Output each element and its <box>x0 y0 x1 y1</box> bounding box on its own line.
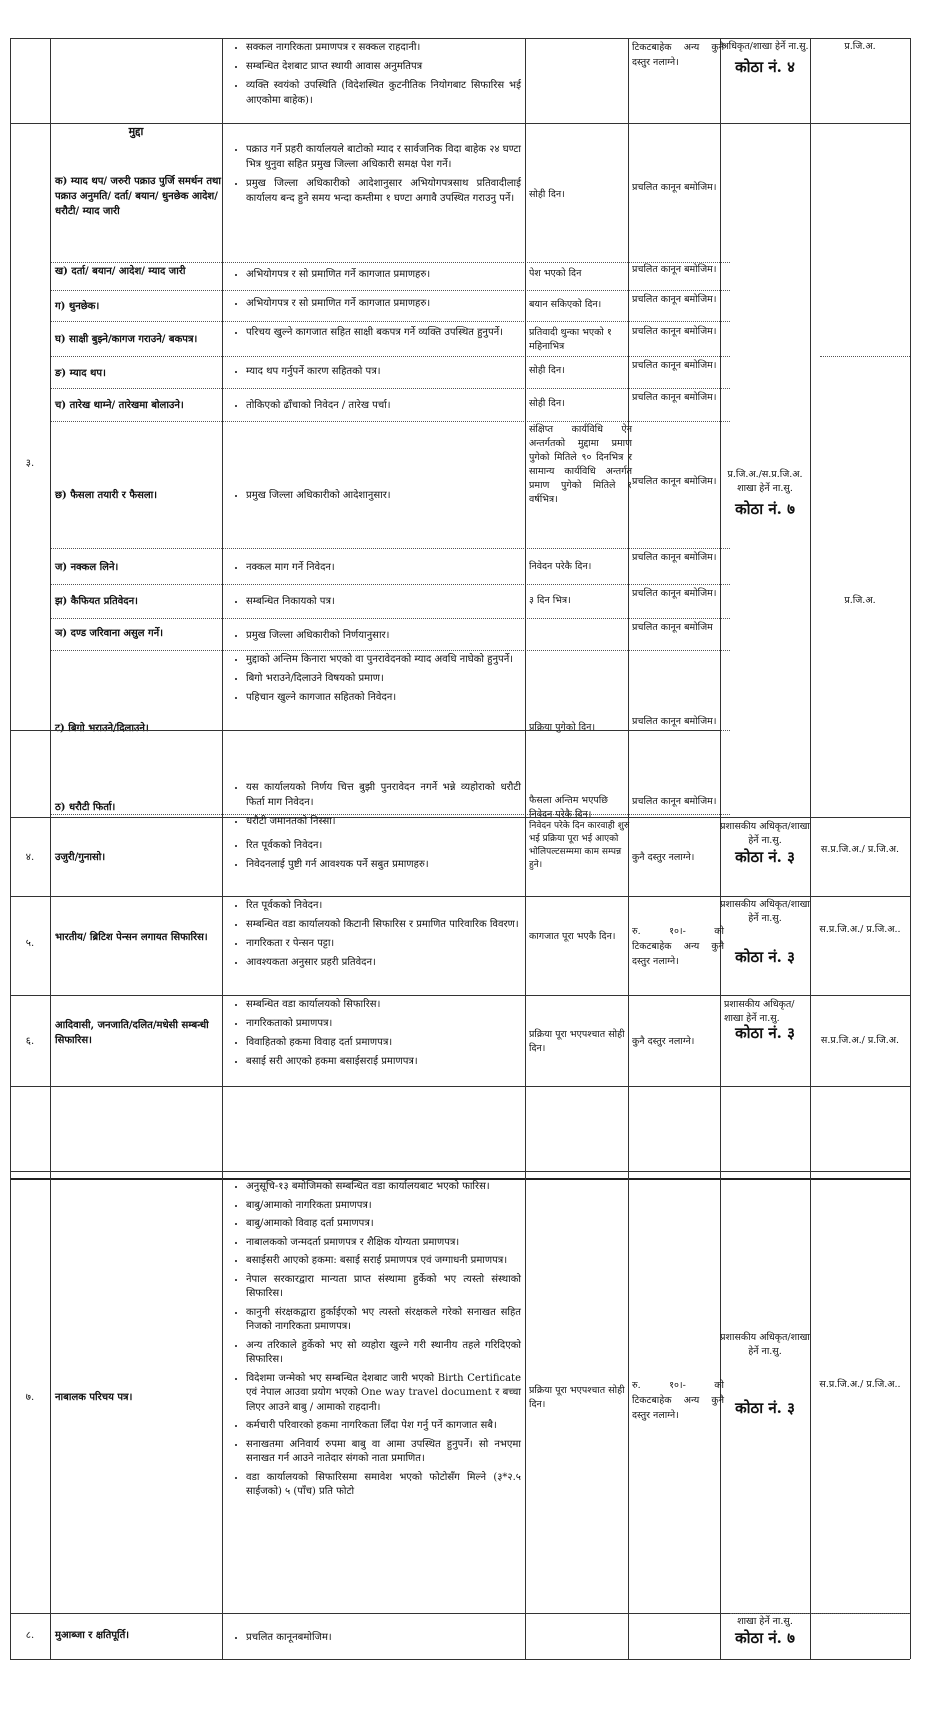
doc-item: • पहिचान खुल्ने कागजात सहितको निवेदन। <box>246 690 521 705</box>
doc-item: • बसाई सरी आएको हकमा बसाईसराई प्रमाणपत्र। <box>246 1054 521 1069</box>
doc-item: • विवाहितको हकमा विवाह दर्ता प्रमाणपत्र। <box>246 1035 521 1050</box>
room-number: कोठा नं. ३ <box>735 848 795 864</box>
row-6-fee: कुनै दस्तुर नलाग्ने। <box>632 1036 695 1047</box>
doc-item: • नेपाल सरकारद्वारा मान्यता प्राप्त संस्थामा हुर्केको भए त्यस्तो संस्थाको सिफारिस। <box>246 1273 521 1302</box>
sub-time-ga: बयान सकिएको दिन। <box>529 299 602 310</box>
row-8-office <box>720 1615 810 1645</box>
doc-item: • प्रचलित कानूनबमोजिम। <box>246 1630 521 1645</box>
doc-item: • बिगो भराउने/दिलाउने विषयको प्रमाण। <box>246 671 521 686</box>
doc-item: • नाबालकको जन्मदर्ता प्रमाणपत्र र शैक्षिक योग्यता प्रमाणपत्र। <box>246 1236 521 1251</box>
sub-title-ta: ट) बिगो भराउने/दिलाउने। <box>55 723 149 734</box>
sub-docs-ka <box>222 142 525 210</box>
row-3-office <box>720 468 810 516</box>
row-3-sn: ३. <box>25 458 35 469</box>
doc-item: • नागरिकताको प्रमाणपत्र। <box>246 1016 521 1031</box>
office-label: प्रशासकीय अधिकृत/शाखा हेर्ने ना.सु. <box>720 821 810 846</box>
row-top-fee: टिकटबाहेक अन्य कुनै दस्तुर नलाग्ने। <box>632 42 724 68</box>
fee-suffix: को <box>714 926 724 937</box>
doc-item: • बसाईसरी आएको हकमा: बसाई सराई प्रमाणपत्र एवं जग्गाधनी प्रमाणपत्र। <box>246 1254 521 1269</box>
row-5-fee <box>628 924 728 969</box>
sub-docs-kha <box>222 267 525 286</box>
fee-currency: रु. <box>632 1380 641 1391</box>
room-number: कोठा नं. ३ <box>735 1024 795 1040</box>
doc-item: • सम्बन्धित निकायको पत्र। <box>246 594 521 609</box>
sub-fee-ja: प्रचलित कानून बमोजिम। <box>632 552 717 563</box>
doc-item: • बाबु/आमाको विवाह दर्ता प्रमाणपत्र। <box>246 1217 521 1232</box>
sub-time-nga: सोही दिन। <box>529 365 565 376</box>
fee-text: टिकटबाहेक अन्य कुनै दस्तुर नलाग्ने। <box>632 1395 724 1421</box>
office-label: अधिकृत/शाखा हेर्ने ना.सु. <box>721 41 809 52</box>
doc-item: • प्रमुख जिल्ला अधिकारीको निर्णयानुसार। <box>246 628 521 643</box>
doc-item: • प्रमुख जिल्ला अधिकारीको आदेशानुसार। <box>246 488 521 503</box>
row-3-authority: प्र.जि.अ. <box>844 595 876 606</box>
sub-title-tha: ठ) धरौटी फिर्ता। <box>55 802 116 813</box>
row-5-office <box>720 898 810 964</box>
sub-title-nga: ङ) म्याद थप। <box>55 368 106 379</box>
sub-fee-yna: प्रचलित कानून बमोजिम <box>632 622 713 633</box>
row-7-title: नाबालक परिचय पत्र। <box>55 1392 133 1403</box>
doc-item: • सम्बन्धित देशबाट प्राप्त स्थायी आवास अनुमतिपत्र <box>246 59 521 74</box>
doc-item: • नक्कल माग गर्ने निवेदन। <box>246 560 521 575</box>
sub-time-cha: सोही दिन। <box>529 398 565 409</box>
row-5-time: कागजात पूरा भएकै दिन। <box>529 931 616 942</box>
doc-item: • निवेदनलाई पुष्टी गर्न आवश्यक पर्ने सबुत प्रमाणहरु। <box>246 857 521 872</box>
sub-docs-ta <box>222 652 525 709</box>
doc-item: • नागरिकता र पेन्सन पट्टा। <box>246 936 521 951</box>
sub-docs-tha <box>222 780 525 833</box>
sub-fee-ta: प्रचलित कानून बमोजिम। <box>632 716 717 727</box>
sub-fee-tha: प्रचलित कानून बमोजिम। <box>632 796 717 807</box>
row-3-heading: मुद्दा <box>128 125 144 138</box>
doc-item: • कर्मचारी परिवारको हकमा नागरिकता लिँदा पेश गर्नु पर्ने कागजात सबै। <box>246 1419 521 1434</box>
doc-item: • यस कार्यालयको निर्णय चित्त बुझी पुनरावेदन नगर्ने भन्ने व्यहोराको धरौटी फिर्ता माग निवेदन। <box>246 780 521 810</box>
office-label: प्रशासकीय अधिकृत/शाखा हेर्ने ना.सु. <box>720 899 810 924</box>
row-5-authority: स.प्र.जि.अ./ प्र.जि.अ.. <box>819 924 901 935</box>
row-6-office <box>720 998 810 1040</box>
sub-docs-chha <box>222 488 525 507</box>
fee-amount: १०।- <box>669 926 686 937</box>
room-number: कोठा नं. ३ <box>735 948 795 964</box>
row-top-authority: प्र.जि.अ. <box>844 41 876 52</box>
room-number: कोठा नं. ४ <box>735 58 795 74</box>
sub-docs-gha <box>222 325 525 344</box>
sub-docs-jha <box>222 594 525 613</box>
sub-fee-chha: प्रचलित कानून बमोजिम। <box>632 476 717 487</box>
sub-fee-cha: प्रचलित कानून बमोजिम। <box>632 392 717 403</box>
sub-time-gha: प्रतिवादी थुन्का भएको १ महिनाभित्र <box>529 327 612 352</box>
row-7-time: प्रक्रिया पूरा भएपश्चात सोही दिन। <box>529 1385 625 1410</box>
row-top-office <box>720 40 810 74</box>
doc-item: • म्याद थप गर्नुपर्ने कारण सहितको पत्र। <box>246 364 521 379</box>
doc-item: • अभियोगपत्र र सो प्रमाणित गर्ने कागजात प्रमाणहरु। <box>246 267 521 282</box>
sub-title-chha: छ) फैसला तयारी र फैसला। <box>55 490 157 501</box>
row-top-docs <box>222 40 525 112</box>
doc-item: • बाबु/आमाको नागरिकता प्रमाणपत्र। <box>246 1199 521 1214</box>
row-8-docs <box>222 1630 525 1649</box>
office-label: प्र.जि.अ./स.प्र.जि.अ. शाखा हेर्ने ना.सु. <box>727 469 803 494</box>
doc-item: • सक्कल नागरिकता प्रमाणपत्र र सक्कल राहदानी। <box>246 40 521 55</box>
room-number: कोठा नं. ७ <box>735 1629 795 1645</box>
office-label: प्रशासकीय अधिकृत/शाखा हेर्ने ना.सु. <box>724 999 795 1024</box>
sub-fee-gha: प्रचलित कानून बमोजिम। <box>632 326 717 337</box>
row-7-fee <box>628 1378 728 1423</box>
doc-item: • धरौटी जमानतको निस्सा। <box>246 814 521 829</box>
row-5-docs <box>222 898 525 974</box>
office-label: शाखा हेर्ने ना.सु. <box>737 1616 793 1627</box>
sub-docs-nga <box>222 364 525 383</box>
row-6-docs <box>222 997 525 1073</box>
row-5-sn: ५. <box>25 938 35 949</box>
row-4-authority: स.प्र.जि.अ./ प्र.जि.अ. <box>820 844 900 855</box>
row-5-title: भारतीय/ ब्रिटिश पेन्सन लगायत सिफारिस। <box>55 932 208 943</box>
row-7-office <box>720 1331 810 1415</box>
sub-time-chha: संक्षिप्त कार्यविधि ऐन अन्तर्गतको मुद्दामा प्रमाण पुगेको मितिले ९० दिनभित्र र सामान्य कार्यविधि अन्तर्गत प्रमाण पुगेको मितिले १ वर्षभित्र। <box>529 424 632 505</box>
doc-item: • मुद्दाको अन्तिम किनारा भएको वा पुनरावेदनको म्याद अवधि नाघेको हुनुपर्ने। <box>246 652 521 667</box>
doc-item: • सम्बन्धित वडा कार्यालयको सिफारिस। <box>246 997 521 1012</box>
row-4-sn: ४. <box>25 852 35 863</box>
doc-item: • परिचय खुल्ने कागजात सहित साक्षी बकपत्र गर्ने व्यक्ति उपस्थित हुनुपर्ने। <box>246 325 521 340</box>
row-8-sn: ८. <box>25 1630 35 1641</box>
sub-title-gha: घ) साक्षी बुझ्ने/कागज गराउने/ बकपत्र। <box>55 334 198 345</box>
office-label: प्रशासकीय अधिकृत/शाखा हेर्ने ना.सु. <box>720 1332 810 1357</box>
row-6-authority: स.प्र.जि.अ./ प्र.जि.अ. <box>820 1035 900 1046</box>
doc-item: • सनाखतमा अनिवार्य रुपमा बाबु वा आमा उपस्थित हुनुपर्ने। सो नभएमा सनाखत गर्न आउने नातेदार संगको नाता प्रमाणित। <box>246 1438 521 1467</box>
sub-title-ja: ज) नक्कल लिने। <box>55 562 119 573</box>
sub-fee-ka: प्रचलित कानून बमोजिम। <box>632 182 717 193</box>
room-number: कोठा नं. ३ <box>735 1399 795 1415</box>
sub-title-ka: क) म्याद थप/ जरुरी पक्राउ पुर्जि समर्थन तथा पक्राउ अनुमति/ दर्ता/ बयान/ धुनछेक आदेश/ धरौटी/ म्याद जारी <box>55 176 222 217</box>
row-8-title: मुआब्जा र क्षतिपूर्ति। <box>55 1630 130 1641</box>
sub-docs-yna <box>222 628 525 647</box>
fee-currency: रु. <box>632 926 641 937</box>
sub-docs-ja <box>222 560 525 579</box>
doc-item: • रित पूर्वकको निवेदन। <box>246 898 521 913</box>
sub-fee-ga: प्रचलित कानून बमोजिम। <box>632 294 717 305</box>
sub-fee-kha: प्रचलित कानून बमोजिम। <box>632 264 717 275</box>
sub-docs-ga <box>222 296 525 315</box>
row-4-time: निवेदन परेके दिन कारवाही शुरु भई प्रक्रिया पूरा भई आएको भोलिपल्टसम्ममा काम सम्पन्न हुने। <box>529 821 630 870</box>
sub-title-cha: च) तारेख थाम्ने/ तारेखमा बोलाउने। <box>55 400 184 411</box>
doc-item: • पक्राउ गर्ने प्रहरी कार्यालयले बाटोको म्याद र सार्वजनिक विदा बाहेक २४ घण्टा भित्र थुनुवा सहित प्रमुख जिल्ला अधिकारी समक्ष पेश गर्ने। <box>246 142 521 172</box>
sub-time-ja: निवेदन परेकै दिन। <box>529 561 592 572</box>
row-4-office <box>720 820 810 864</box>
sub-time-kha: पेश भएको दिन <box>529 268 582 279</box>
doc-item: • वडा कार्यालयको सिफारिसमा समावेश भएको फोटोसँग मिल्ने (३*२.५ साईजको) ५ (पाँच) प्रति फोटो <box>246 1471 521 1500</box>
row-6-title: आदिवासी, जनजाति/दलित/मधेसी सम्बन्धी सिफारिस। <box>55 1020 209 1046</box>
fee-amount: १०।- <box>669 1380 686 1391</box>
row-4-fee: कुनै दस्तुर नलाग्ने। <box>632 852 695 863</box>
doc-item: • विदेशमा जन्मेको भए सम्बन्धित देशबाट जारी भएको Birth Certificate एवं नेपाल आउवा प्रयोग भएको One way travel document र बच्चा लिएर आउने बाबु / आमाको राहदानी। <box>246 1372 521 1416</box>
doc-item: • सम्बन्धित वडा कार्यालयको किटानी सिफारिस र प्रमाणित पारिवारिक विवरण। <box>246 917 521 932</box>
sub-fee-jha: प्रचलित कानून बमोजिम। <box>632 588 717 599</box>
fee-suffix: को <box>714 1380 724 1391</box>
fee-text: टिकटबाहेक अन्य कुनै दस्तुर नलाग्ने। <box>632 941 724 967</box>
row-7-authority: स.प्र.जि.अ./ प्र.जि.अ.. <box>819 1379 901 1390</box>
doc-item: • अन्य तरिकाले हुर्केको भए सो व्यहोरा खुल्ने गरी स्थानीय तहले गरिदिएको सिफारिस। <box>246 1339 521 1368</box>
doc-item: • तोकिएको ढाँचाको निवेदन / तारेख पर्चा। <box>246 398 521 413</box>
row-4-docs <box>222 838 525 876</box>
sub-time-jha: ३ दिन भित्र। <box>529 595 571 606</box>
sub-title-kha: ख) दर्ता/ बयान/ आदेश/ म्याद जारी <box>55 266 186 277</box>
doc-item: • रित पूर्वकको निवेदन। <box>246 838 521 853</box>
sub-time-ka: सोही दिन। <box>529 189 565 200</box>
sub-time-ta: प्रक्रिया पुगेको दिन। <box>529 722 596 733</box>
doc-item: • प्रमुख जिल्ला अधिकारीको आदेशानुसार अभियोगपत्रसाथ प्रतिवादीलाई कार्यालय बन्द हुने समय भन्दा कम्तीमा १ घण्टा अगावै उपस्थित गराउनु पर्ने। <box>246 176 521 206</box>
doc-item: • आवश्यकता अनुसार प्रहरी प्रतिवेदन। <box>246 955 521 970</box>
sub-title-yna: ञ) दण्ड जरिवाना असुल गर्ने। <box>55 628 164 639</box>
sub-time-tha: फैसला अन्तिम भएपछि निवेदन परेकै दिन। <box>529 795 608 820</box>
sub-docs-cha <box>222 398 525 417</box>
row-4-title: उजुरी/गुनासो। <box>55 852 106 863</box>
row-7-sn: ७. <box>25 1392 35 1403</box>
sub-fee-nga: प्रचलित कानून बमोजिम। <box>632 360 717 371</box>
sub-title-ga: ग) थुनछेक। <box>55 301 100 312</box>
room-number: कोठा नं. ७ <box>735 500 795 516</box>
doc-item: • व्यक्ति स्वयंको उपस्थिति (विदेशस्थित कुटनीतिक नियोगबाट सिफारिस भई आएकोमा बाहेक)। <box>246 78 521 108</box>
doc-item: • कानुनी संरक्षकद्वारा हुर्काईएको भए त्यस्तो संरक्षकले गरेको सनाखत सहित निजको नागरिकता प्रमाणपत्र। <box>246 1306 521 1335</box>
row-6-sn: ६. <box>25 1036 35 1047</box>
doc-item: • अभियोगपत्र र सो प्रमाणित गर्ने कागजात प्रमाणहरु। <box>246 296 521 311</box>
row-7-docs <box>222 1180 525 1504</box>
sub-title-jha: झ) कैफियत प्रतिवेदन। <box>55 596 138 607</box>
doc-item: • अनुसूचि-१३ बमोजिमको सम्बन्धित वडा कार्यालयबाट भएको फारिस। <box>246 1180 521 1195</box>
row-6-time: प्रक्रिया पूरा भएपश्चात सोही दिन। <box>529 1029 625 1054</box>
